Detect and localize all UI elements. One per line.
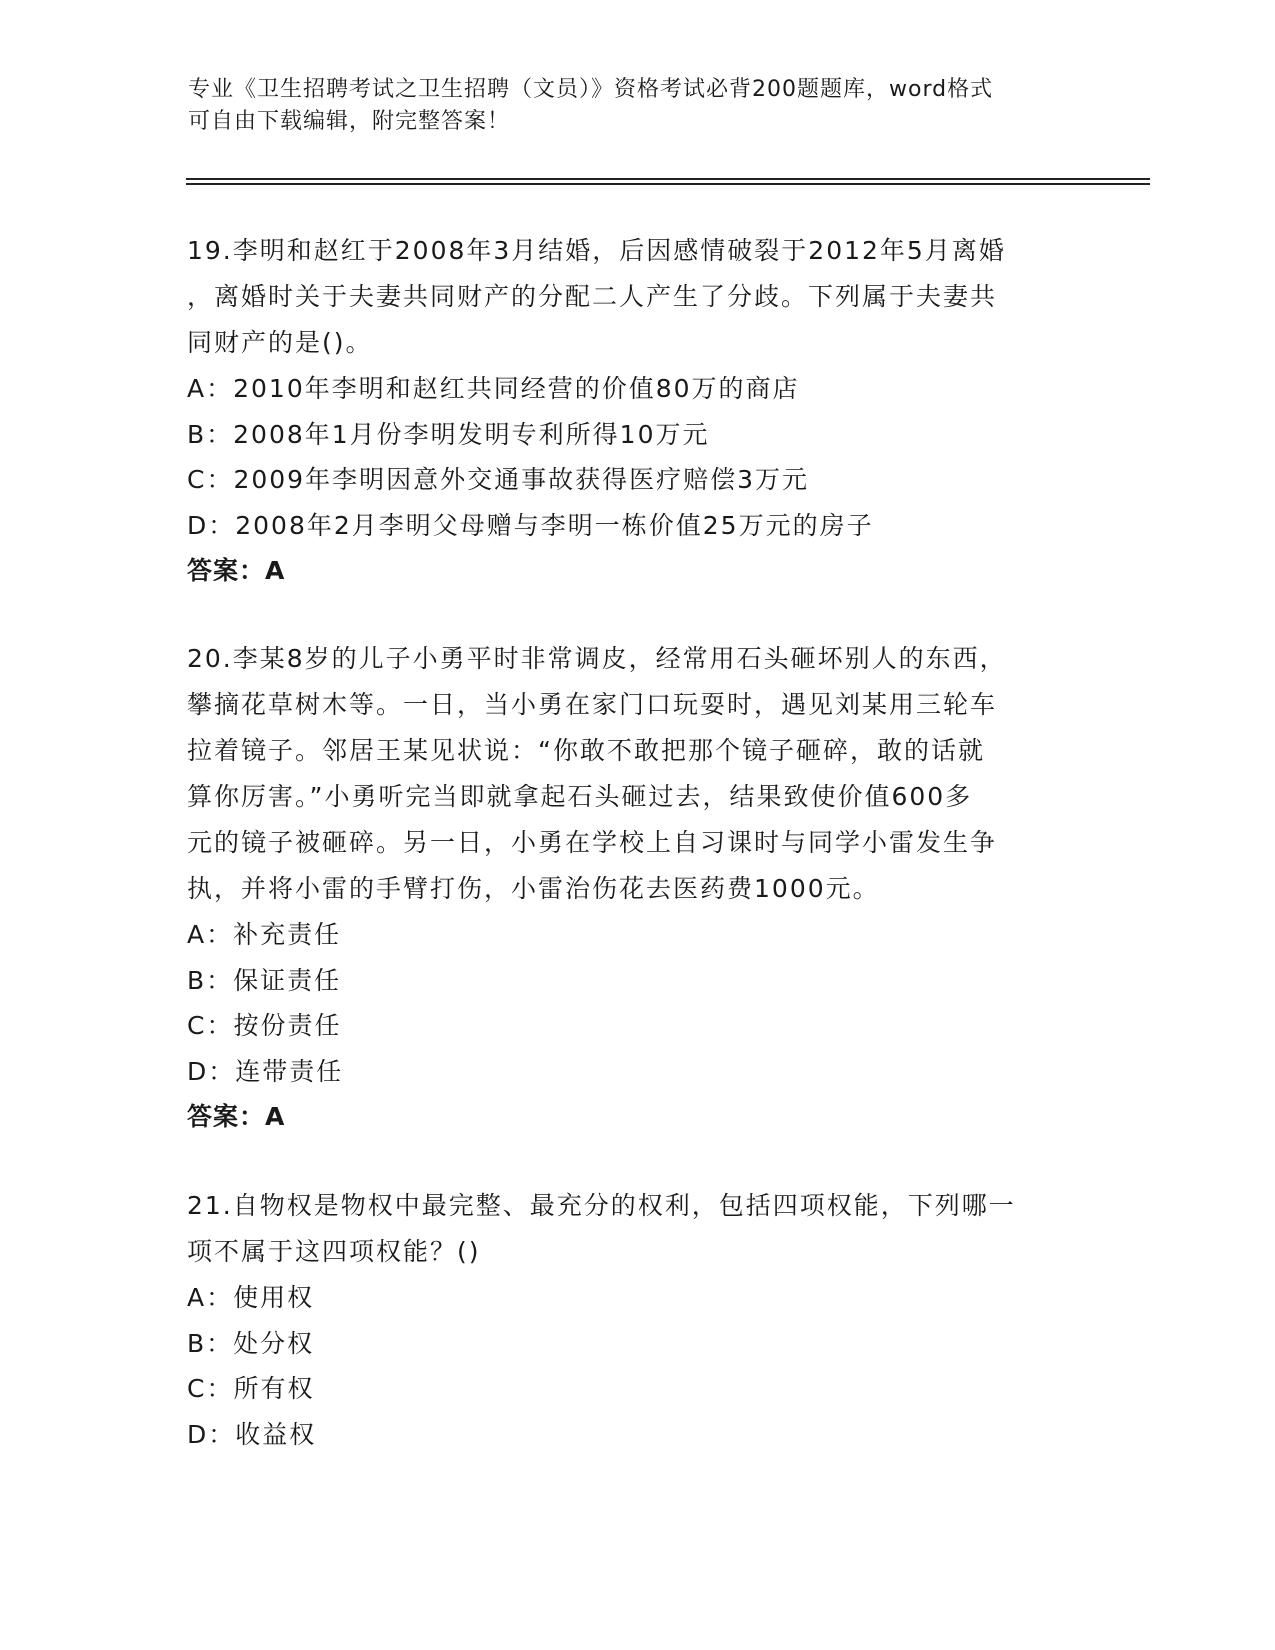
- document-header: [188, 74, 1068, 138]
- question-text-line: 执，并将小雷的手臂打伤，小雷治伤花去医药费1000元。: [187, 874, 880, 903]
- header-line-2: 可自由下载编辑，附完整答案！: [188, 109, 511, 134]
- option-d: D：连带责任: [187, 1056, 344, 1086]
- option-c: C：按份责任: [187, 1011, 342, 1040]
- option-a: A：2010年李明和赵红共同经营的价值80万的商店: [187, 374, 800, 403]
- header-line-1: 专业《卫生招聘考试之卫生招聘（文员）》资格考试必背200题题库，word格式: [188, 77, 994, 102]
- option-d: D：2008年2月李明父母赠与李明一栋价值25万元的房子: [187, 510, 874, 540]
- question-text-line: 19.李明和赵红于2008年3月结婚，后因感情破裂于2012年5月离婚: [187, 236, 1006, 265]
- question-text-line: 20.李某8岁的儿子小勇平时非常调皮，经常用石头砸坏别人的东西，: [187, 644, 1007, 673]
- option-b: B：保证责任: [187, 965, 342, 995]
- option-b: B：2008年1月份李明发明专利所得10万元: [187, 419, 710, 449]
- question-text-line: ，离婚时关于夫妻共同财产的分配二人产生了分歧。下列属于夫妻共: [187, 282, 998, 311]
- question-text-line: 21.自物权是物权中最完整、最充分的权利，包括四项权能，下列哪一: [187, 1191, 1016, 1220]
- option-c: C：所有权: [187, 1374, 315, 1403]
- question-text-line: 算你厉害。”小勇听完当即就拿起石头砸过去，结果致使价值600多: [187, 782, 973, 811]
- question-20: [187, 636, 1087, 1140]
- answer-label: 答案：A: [187, 556, 286, 585]
- header-divider-bottom: [186, 183, 1150, 185]
- question-text-line: 拉着镜子。邻居王某见状说：“你敢不敢把那个镜子砸碎，敢的话就: [187, 736, 985, 765]
- question-text-line: 攀摘花草树木等。一日，当小勇在家门口玩耍时，遇见刘某用三轮车: [187, 690, 998, 719]
- question-text-line: 同财产的是()。: [187, 328, 373, 357]
- option-c: C：2009年李明因意外交通事故获得医疗赔偿3万元: [187, 465, 809, 494]
- answer-label: 答案：A: [187, 1102, 286, 1131]
- question-text-line: 项不属于这四项权能？(): [187, 1237, 481, 1266]
- question-21: [187, 1183, 1087, 1457]
- option-a: A：使用权: [187, 1283, 315, 1312]
- question-text-line: 元的镜子被砸碎。另一日，小勇在学校上自习课时与同学小雷发生争: [187, 828, 998, 857]
- question-19: [187, 228, 1087, 594]
- header-divider-top: [186, 178, 1150, 180]
- option-b: B：处分权: [187, 1328, 315, 1358]
- option-a: A：补充责任: [187, 920, 342, 949]
- option-d: D：收益权: [187, 1419, 317, 1449]
